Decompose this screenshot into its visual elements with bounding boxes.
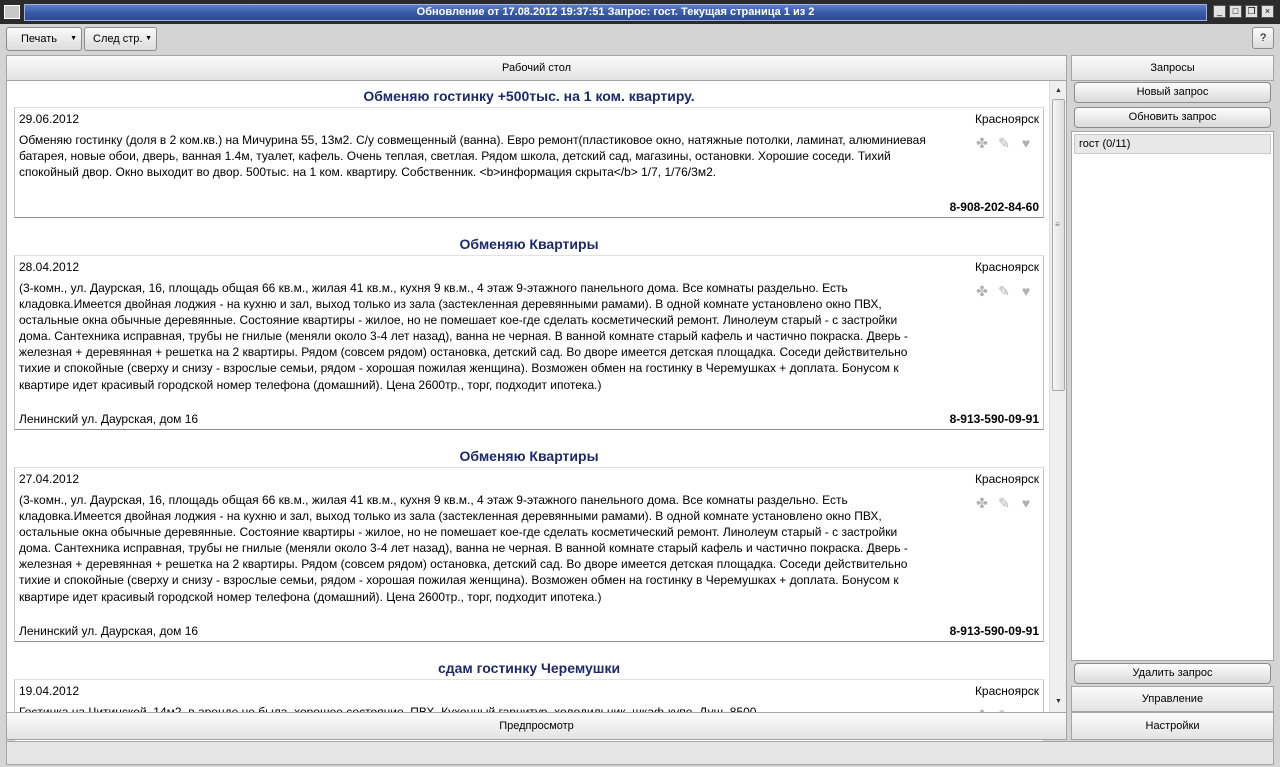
listing-actions <box>973 134 1037 152</box>
management-button[interactable]: Управление <box>1071 686 1274 712</box>
heart-check-icon[interactable]: ♥ <box>1021 283 1031 299</box>
listing-address: Ленинский ул. Даурская, дом 16 <box>19 412 199 426</box>
listing-city: Красноярск <box>974 472 1039 486</box>
print-button-label: Печать <box>21 33 58 45</box>
listing-phone: 8-913-590-09-91 <box>949 624 1039 638</box>
listing-date: 19.04.2012 <box>19 684 80 698</box>
print-button[interactable] <box>6 27 82 51</box>
chevron-down-icon: ▼ <box>70 35 77 42</box>
heart-check-icon[interactable]: ♥ <box>1021 495 1031 511</box>
heart-check-icon[interactable]: ♥ <box>1021 135 1031 151</box>
listing-text: (3-комн., ул. Даурская, 16, площадь общая 66 кв.м., жилая 41 кв.м., кухня 9 кв.м., 4 этаж 9-этажного панельного дома. Все комнаты раздельно. Есть кладовка.Имеется двойная лоджия - на кухню и зал, выход только из зала (застекленная деревянными рамами). В одной комнате установлено окно ПВХ, остальные окна обычные деревянные. Состояние квартиры - жилое, но не помешает кое-где сделать косметический ремонт. Линолеум старый - с застройки дома. Сантехника исправная, трубы не гнилые (меняли около 3-4 лет назад), ванна не черная. В ванной комнате старый кафель и частично покраска. Дверь - железная + деревянная + решетка на 2 квартиры. Рядом (совсем рядом) остановка, детский сад. Во дворе имеется детская площадка. Соседи действительно тихие и спокойные (сверху и снизу - взрослые семьи, рядом - хорошая пожилая женщина). Возможен обмен на гостинку в Черемушках + доплата. Бонусом к квартире идет красивый городской номер телефона (домашний). Цена 2600тр., торг, подходит ипотека.) <box>19 493 908 604</box>
queries-list <box>1071 131 1274 661</box>
listing-title[interactable]: сдам гостинку Черемушки <box>437 660 621 676</box>
pencil-icon[interactable]: ✎ <box>998 495 1010 511</box>
listing-item[interactable] <box>14 255 1044 430</box>
listing-text: (3-комн., ул. Даурская, 16, площадь общая 66 кв.м., жилая 41 кв.м., кухня 9 кв.м., 4 этаж 9-этажного панельного дома. Все комнаты раздельно. Есть кладовка.Имеется двойная лоджия - на кухню и зал, выход только из зала (застекленная деревянными рамами). В одной комнате установлено окно ПВХ, остальные окна обычные деревянные. Состояние квартиры - жилое, но не помешает кое-где сделать косметический ремонт. Линолеум старый - с застройки дома. Сантехника исправная, трубы не гнилые (меняли около 3-4 лет назад), ванна не черная. В ванной комнате старый кафель и частично покраска. Дверь - железная + деревянная + решетка на 2 квартиры. Рядом (совсем рядом) остановка, детский сад. Во дворе имеется детская площадка. Соседи действительно тихие и спокойные (сверху и снизу - взрослые семьи, рядом - хорошая пожилая женщина). Возможен обмен на гостинку в Черемушках + доплата. Бонусом к квартире идет красивый городской номер телефона (домашний). Цена 2600тр., торг, подходит ипотека.) <box>19 281 908 392</box>
scroll-thumb[interactable] <box>1052 99 1065 391</box>
minimize-button[interactable]: _ <box>1213 5 1226 18</box>
pencil-icon[interactable]: ✎ <box>998 283 1010 299</box>
listing-title[interactable]: Обменяю Квартиры <box>459 448 599 464</box>
maximize-button[interactable]: □ <box>1229 5 1242 18</box>
toolbar <box>0 24 1280 54</box>
listing-text: Обменяю гостинку (доля в 2 ком.кв.) на Мичурина 55, 13м2. С/у совмещенный (ванна). Евро ремонт(пластиковое окно, натяжные потолки, ламинат, алюминиевая батарея, новые обои, дверь, ванная 1.4м, туалет, кафель. Очень теплая, светлая. Рядом школа, детский сад, магазины, остановки. Хорошие соседи. Тихий спокойный двор. Окно выходит во двор. 500тыс. на 1 ком. квартиру. Собственник. <b>информация скрыта</b> 1/7, 1/76/3м2. <box>19 133 926 180</box>
queries-header[interactable]: Запросы <box>1071 55 1274 81</box>
title-bar <box>0 0 1280 24</box>
chevron-down-icon: ▼ <box>145 35 152 42</box>
new-query-button[interactable]: Новый запрос <box>1074 82 1271 103</box>
listing-title[interactable]: Обменяю Квартиры <box>459 236 599 252</box>
share-icon[interactable]: ✤ <box>976 283 988 299</box>
listing-date: 28.04.2012 <box>19 260 80 274</box>
window-title: Обновление от 17.08.2012 19:37:51 Запрос: гост. Текущая страница 1 из 2 <box>24 4 1207 21</box>
share-icon[interactable]: ✤ <box>976 135 988 151</box>
listing-address: Ленинский ул. Даурская, дом 16 <box>19 624 199 638</box>
listing-actions <box>973 282 1037 300</box>
help-button[interactable]: ? <box>1252 27 1274 49</box>
app-menu-icon[interactable] <box>4 5 20 19</box>
query-item[interactable]: гост (0/11) <box>1074 134 1271 154</box>
listing-city: Красноярск <box>974 260 1039 274</box>
scroll-grip-icon: ≡ <box>1055 220 1060 229</box>
scroll-up-arrow-icon[interactable]: ▲ <box>1055 87 1062 94</box>
listings-scrollbar[interactable] <box>1049 81 1067 712</box>
desktop-header[interactable]: Рабочий стол <box>6 55 1067 81</box>
listing-city: Красноярск <box>974 684 1039 698</box>
listing-title[interactable]: Обменяю гостинку +500тыс. на 1 ком. квартиру. <box>363 88 695 104</box>
preview-button[interactable]: Предпросмотр <box>6 712 1067 740</box>
share-icon[interactable]: ✤ <box>976 495 988 511</box>
listings-view <box>6 81 1049 712</box>
delete-query-button[interactable]: Удалить запрос <box>1074 663 1271 684</box>
close-button[interactable]: × <box>1261 5 1274 18</box>
listing-date: 29.06.2012 <box>19 112 80 126</box>
restore-button[interactable]: ❐ <box>1245 5 1258 18</box>
status-bar <box>6 741 1274 765</box>
listing-phone: 8-908-202-84-60 <box>949 200 1039 214</box>
listing-phone: 8-913-590-09-91 <box>949 412 1039 426</box>
settings-button[interactable]: Настройки <box>1071 712 1274 740</box>
refresh-query-button[interactable]: Обновить запрос <box>1074 107 1271 128</box>
next-page-button-label: След стр. <box>93 33 143 45</box>
listing-actions <box>973 494 1037 512</box>
listing-city: Красноярск <box>974 112 1039 126</box>
pencil-icon[interactable]: ✎ <box>998 135 1010 151</box>
listing-item[interactable] <box>14 107 1044 218</box>
next-page-button[interactable] <box>84 27 157 51</box>
scroll-down-arrow-icon[interactable]: ▼ <box>1055 698 1062 705</box>
listing-item[interactable] <box>14 467 1044 642</box>
listing-date: 27.04.2012 <box>19 472 80 486</box>
